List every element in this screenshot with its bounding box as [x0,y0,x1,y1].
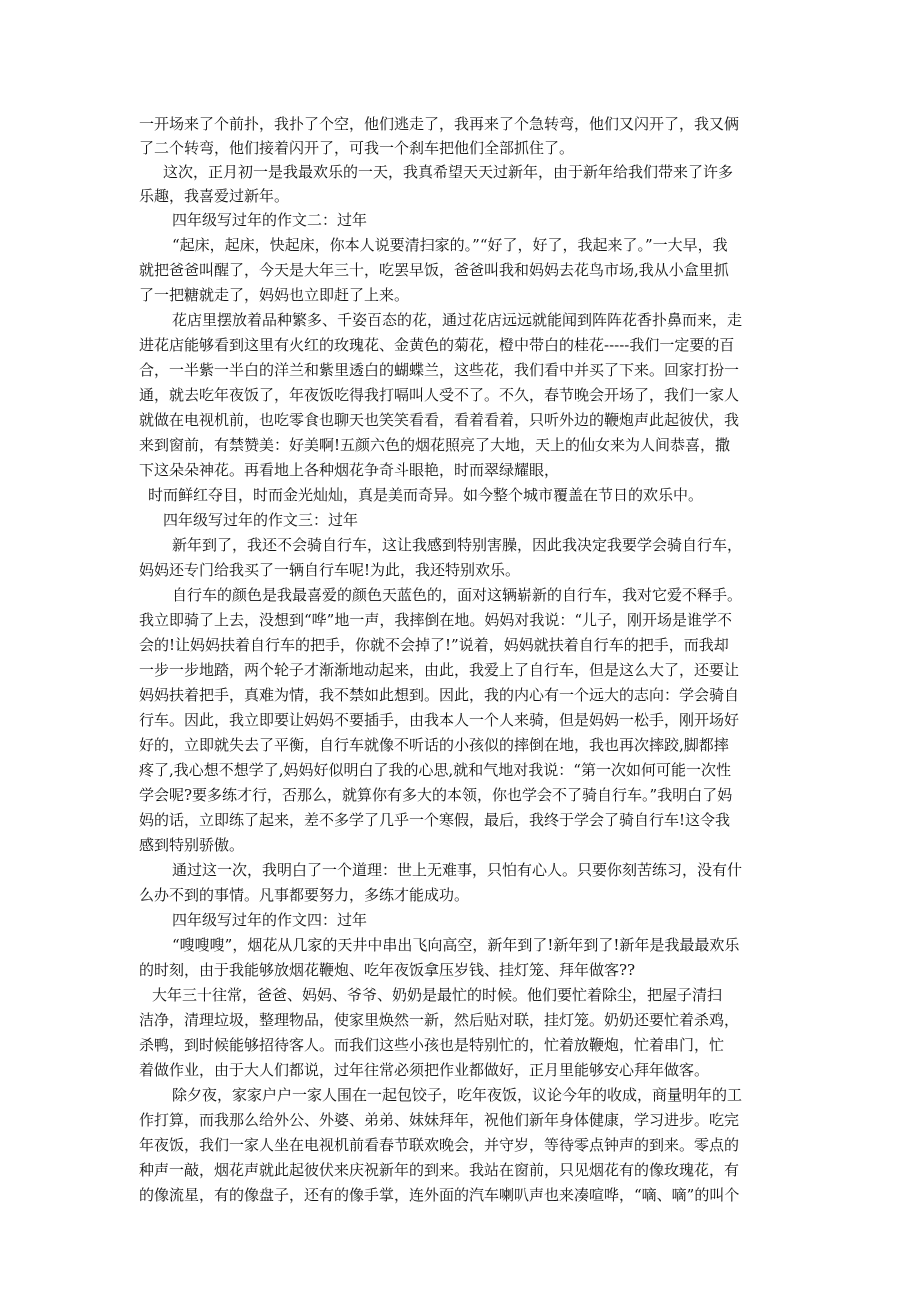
text-line: 疼了,我心想不想学了,妈妈好似明白了我的心思,就和气地对我说：“第一次如何可能一次性 [139,761,731,779]
text-line: “起床，起床，快起床，你本人说要清扫家的。”“好了，好了，我起来了。”一大早，我 [172,236,728,254]
section-heading: 四年级写过年的作文三：过年 [163,511,359,529]
text-line: 通过这一次，我明白了一个道理：世上无难事，只怕有心人。只要你刻苦练习，没有什 [172,861,743,879]
text-line: 就做在电视机前，也吃零食也聊天也笑笑看看，看着看着，只听外边的鞭炮声此起彼伏，我 [139,411,740,429]
text-line: 年夜饭，我们一家人坐在电视机前看春节联欢晚会，并守岁，等待零点钟声的到来。零点的 [139,1136,740,1154]
text-line: 乐趣，我喜爱过新年。 [139,187,290,205]
section-heading: 四年级写过年的作文四：过年 [172,911,368,929]
text-line: 着做作业，由于大人们都说，过年往常必须把作业都做好，正月里能够安心拜年做客。 [139,1061,710,1079]
text-line: 杀鸭，到时候能够招待客人。而我们这些小孩也是特别忙的，忙着放鞭炮，忙着串门，忙 [139,1036,725,1054]
text-line: 种声一敲，烟花声就此起彼伏来庆祝新年的到来。我站在窗前，只见烟花有的像玫瑰花，有 [139,1161,740,1179]
text-line: “嗖嗖嗖”，烟花从几家的天井中串出飞向高空，新年到了!新年到了!新年是我最最欢乐 [172,936,740,954]
text-line: 行车。因此，我立即要让妈妈不要插手，由我本人一个人来骑，但是妈妈一松手，刚开场好 [139,711,740,729]
text-line: 时而鲜红夺目，时而金光灿灿，真是美而奇异。如今整个城市覆盖在节日的欢乐中。 [148,486,704,504]
text-line: 的时刻，由于我能够放烟花鞭炮、吃年夜饭拿压岁钱、挂灯笼、拜年做客?? [139,961,636,979]
text-line: 这次，正月初一是我最欢乐的一天，我真希望天天过新年，由于新年给我们带来了许多 [163,163,734,181]
text-line: 一步一步地踏，两个轮子才渐渐地动起来，由此，我爱上了自行车，但是这么大了，还要让 [139,661,740,679]
text-line: 会的!让妈妈扶着自行车的把手，你就不会掉了!”说着，妈妈就扶着自行车的把手，而我却 [139,636,729,654]
text-line: 来到窗前，有禁赞美：好美啊!五颜六色的烟花照亮了大地，天上的仙女来为人间恭喜，撒 [139,436,731,454]
text-line: 了一把糖就走了，妈妈也立即赶了上来。 [139,286,410,304]
text-line: 学会呢?要多练才行，否那么，就算你有多大的本领，你也学会不了骑自行车。”我明白了妈 [139,786,733,804]
text-line: 感到特别骄傲。 [139,836,245,854]
text-line: 妈妈扶着把手，真难为情，我不禁如此想到。因此，我的内心有一个远大的志向：学会骑自 [139,686,740,704]
text-line: 了二个转弯，他们接着闪开了，可我一个刹车把他们全部抓住了。 [139,139,575,157]
text-line: 大年三十往常，爸爸、妈妈、爷爷、奶奶是最忙的时候。他们要忙着除尘，把屋子清扫 [152,986,723,1004]
text-line: 么办不到的事情。凡事都要努力，多练才能成功。 [139,886,470,904]
text-line: 妈的话，立即练了起来，差不多学了几乎一个寒假，最后，我终于学会了骑自行车!这令我 [139,811,731,829]
text-line: 洁净，清理垃圾，整理物品，使家里焕然一新，然后贴对联，挂灯笼。奶奶还要忙着杀鸡， [139,1011,740,1029]
text-line: 下这朵朵神花。再看地上各种烟花争奇斗眼艳，时而翠绿耀眼， [139,461,560,479]
text-line: 就把爸爸叫醒了，今天是大年三十，吃罢早饭，爸爸叫我和妈妈去花鸟市场,我从小盒里抓 [139,261,729,279]
text-line: 花店里摆放着品种繁多、千姿百态的花，通过花店远远就能闻到阵阵花香扑鼻而来，走 [172,311,743,329]
text-line: 作打算，而我那么给外公、外婆、弟弟、妹妹拜年，祝他们新年身体健康，学习进步。吃完 [139,1111,740,1129]
text-line: 我立即骑了上去，没想到“哗”地一声，我摔倒在地。妈妈对我说：“儿子，刚开场是谁学不 [139,611,733,629]
text-line: 通，就去吃年夜饭了，年夜饭吃得我打嗝叫人受不了。不久，春节晚会开场了，我们一家人 [139,386,740,404]
text-line: 进花店能够看到这里有火红的玫瑰花、金黄色的菊花，橙中带白的桂花-----我们一定要的百 [139,336,735,354]
text-line: 除夕夜，家家户户一家人围在一起包饺子，吃年夜饭，议论今年的收成，商量明年的工 [172,1086,743,1104]
text-line: 新年到了，我还不会骑自行车，这让我感到特别害臊，因此我决定我要学会骑自行车， [172,536,743,554]
text-line: 一开场来了个前扑，我扑了个空，他们逃走了，我再来了个急转弯，他们又闪开了，我又俩 [139,115,740,133]
text-line: 的像流星，有的像盘子，还有的像手掌，连外面的汽车喇叭声也来凑喧哗，“嘀、嘀”的叫个 [139,1186,740,1204]
text-line: 自行车的颜色是我最喜爱的颜色天蓝色的，面对这辆崭新的自行车，我对它爱不释手。 [172,586,743,604]
text-line: 合，一半紫一半白的洋兰和紫里透白的蝴蝶兰，这些花，我们看中并买了下来。回家打扮一 [139,361,740,379]
text-line: 妈妈还专门给我买了一辆自行车呢!为此，我还特别欢乐。 [139,561,521,579]
section-heading: 四年级写过年的作文二：过年 [172,211,368,229]
text-line: 好的，立即就失去了平衡，自行车就像不听话的小孩似的摔倒在地，我也再次摔跤,脚都摔 [139,736,729,754]
